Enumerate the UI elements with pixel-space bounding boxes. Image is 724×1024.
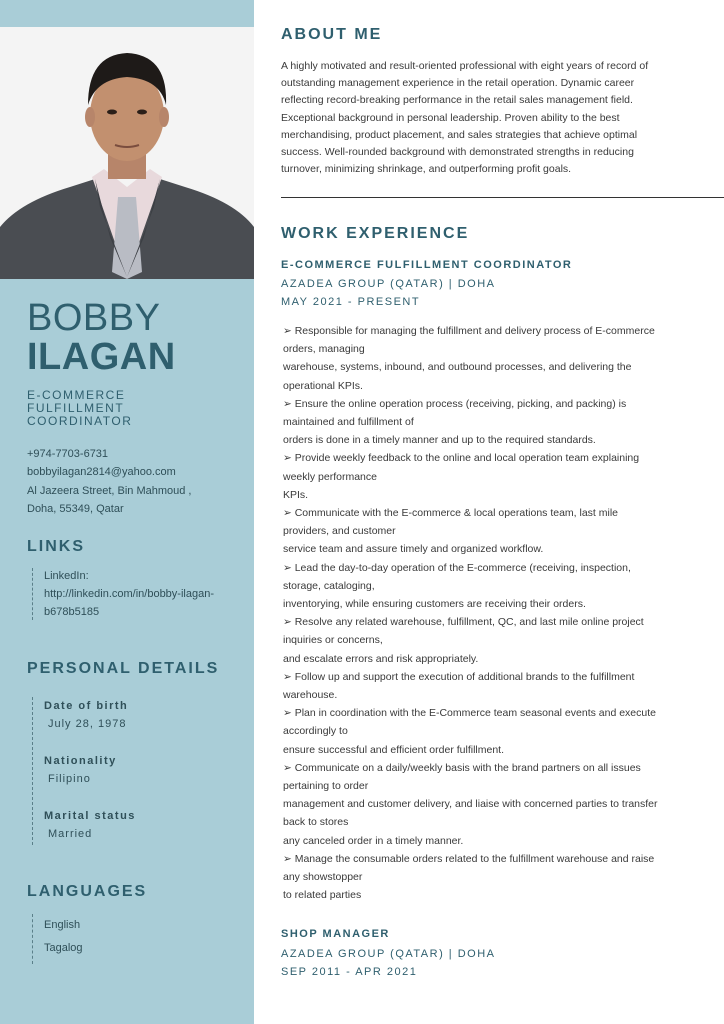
about-heading: ABOUT ME: [281, 26, 383, 43]
marital-status-value: Married: [48, 828, 93, 840]
last-name: ILAGAN: [27, 336, 176, 378]
work-experience-heading: WORK EXPERIENCE: [281, 225, 470, 242]
phone-number: +974-7703-6731: [27, 448, 109, 460]
about-line: success. Well-rounded background with demonstrated strengths in reducing: [281, 146, 634, 159]
language-item: Tagalog: [44, 942, 83, 954]
linkedin-url-line-2: b678b5185: [44, 606, 100, 618]
responsibility-line: orders, managing: [283, 343, 365, 356]
job-title: E-COMMERCE FULFILLMENT COORDINATOR: [27, 388, 133, 428]
responsibility-line: ➢ Lead the day-to-day operation of the E-commerce (receiving, inspection,: [283, 561, 631, 574]
about-paragraph: [281, 58, 701, 178]
responsibility-line: ensure successful and efficient order fulfillment.: [283, 743, 505, 756]
responsibility-line: ➢ Manage the consumable orders related to the fulfillment warehouse and raise: [283, 852, 655, 865]
responsibility-line: warehouse.: [283, 689, 338, 702]
responsibility-line: weekly performance: [283, 470, 377, 483]
about-line: merchandising, product placement, and sales strategies that achieve optimal: [281, 128, 638, 141]
marital-status-label: Marital status: [44, 810, 136, 822]
job-2-title: SHOP MANAGER: [281, 928, 390, 940]
section-divider: [281, 197, 724, 198]
responsibility-line: inquiries or concerns,: [283, 634, 383, 647]
responsibility-line: ➢ Ensure the online operation process (receiving, picking, and packing) is: [283, 397, 627, 410]
nationality-label: Nationality: [44, 755, 117, 767]
responsibility-line: ➢ Communicate with the E-commerce & local operations team, last mile: [283, 507, 619, 520]
about-line: reflecting record-breaking performance in the retail sales management field.: [281, 94, 633, 107]
about-line: turnover, minimizing shrinkage, and outperforming profit goals.: [281, 163, 572, 176]
job-1-title: E-COMMERCE FULFILLMENT COORDINATOR: [281, 259, 573, 271]
nationality-value: Filipino: [48, 773, 91, 785]
responsibility-line: inventorying, while ensuring customers are receiving their orders.: [283, 598, 586, 611]
about-line: A highly motivated and result-oriented professional with eight years of record of: [281, 60, 649, 72]
dob-label: Date of birth: [44, 700, 129, 712]
job-2-dates: SEP 2011 - APR 2021: [281, 966, 418, 978]
responsibility-line: accordingly to: [283, 725, 348, 738]
responsibility-line: pertaining to order: [283, 780, 369, 793]
responsibility-line: any canceled order in a timely manner.: [283, 834, 464, 847]
responsibility-line: warehouse, systems, inbound, and outbound processes, and delivering the: [283, 361, 632, 374]
responsibility-line: ➢ Follow up and support the execution of additional brands to the fulfillment: [283, 670, 635, 683]
responsibility-line: ➢ Responsible for managing the fulfillment and delivery process of E-commerce: [283, 325, 655, 337]
languages-heading: LANGUAGES: [27, 883, 148, 900]
responsibility-line: KPIs.: [283, 488, 309, 501]
personal-details-divider: [32, 697, 33, 845]
about-line: outstanding management experience in the retail operation. Dynamic career: [281, 77, 635, 90]
responsibility-line: to related parties: [283, 889, 362, 902]
linkedin-label: LinkedIn:: [44, 570, 89, 582]
personal-details-heading: PERSONAL DETAILS: [27, 660, 220, 677]
job-1-company: AZADEA GROUP (QATAR) | DOHA: [281, 278, 496, 290]
links-divider: [32, 568, 33, 620]
address-line-2: Doha, 55349, Qatar: [27, 503, 124, 515]
responsibility-line: service team and assure timely and organized workflow.: [283, 543, 544, 556]
responsibility-line: ➢ Provide weekly feedback to the online and local operation team explaining: [283, 452, 640, 465]
address-line-1: Al Jazeera Street, Bin Mahmoud ,: [27, 485, 192, 497]
job-2-company: AZADEA GROUP (QATAR) | DOHA: [281, 948, 496, 960]
responsibility-line: any showstopper: [283, 871, 363, 884]
responsibility-line: ➢ Communicate on a daily/weekly basis with the brand partners on all issues: [283, 761, 641, 774]
languages-divider: [32, 914, 33, 964]
linkedin-url-line-1: http://linkedin.com/in/bobby-ilagan-: [44, 588, 214, 600]
language-item: English: [44, 919, 81, 931]
responsibility-line: operational KPIs.: [283, 379, 363, 392]
about-line: Exceptional background in personal leadership. Proven ability to the best: [281, 111, 620, 124]
job-1-dates: MAY 2021 - PRESENT: [281, 296, 421, 308]
responsibility-line: ➢ Resolve any related warehouse, fulfillment, QC, and last mile online project: [283, 616, 644, 629]
dob-value: July 28, 1978: [48, 718, 127, 730]
responsibility-line: orders is done in a timely manner and up to the required standards.: [283, 434, 596, 447]
responsibility-line: ➢ Plan in coordination with the E-Commerce team seasonal events and execute: [283, 707, 656, 720]
job-1-responsibilities: [283, 322, 703, 905]
email-address: bobbyilagan2814@yahoo.com: [27, 466, 176, 478]
first-name: BOBBY: [27, 297, 161, 339]
sidebar-top-strip: [0, 0, 254, 27]
responsibility-line: providers, and customer: [283, 525, 396, 538]
responsibility-line: maintained and fulfillment of: [283, 416, 414, 429]
responsibility-line: management and customer delivery, and liaise with concerned parties to transfer: [283, 798, 658, 811]
links-heading: LINKS: [27, 538, 85, 555]
responsibility-line: storage, cataloging,: [283, 579, 375, 592]
linkedin-link[interactable]: [44, 567, 234, 621]
profile-photo: [0, 27, 254, 279]
responsibility-line: and escalate errors and risk appropriately.: [283, 652, 479, 665]
responsibility-line: back to stores: [283, 816, 349, 829]
